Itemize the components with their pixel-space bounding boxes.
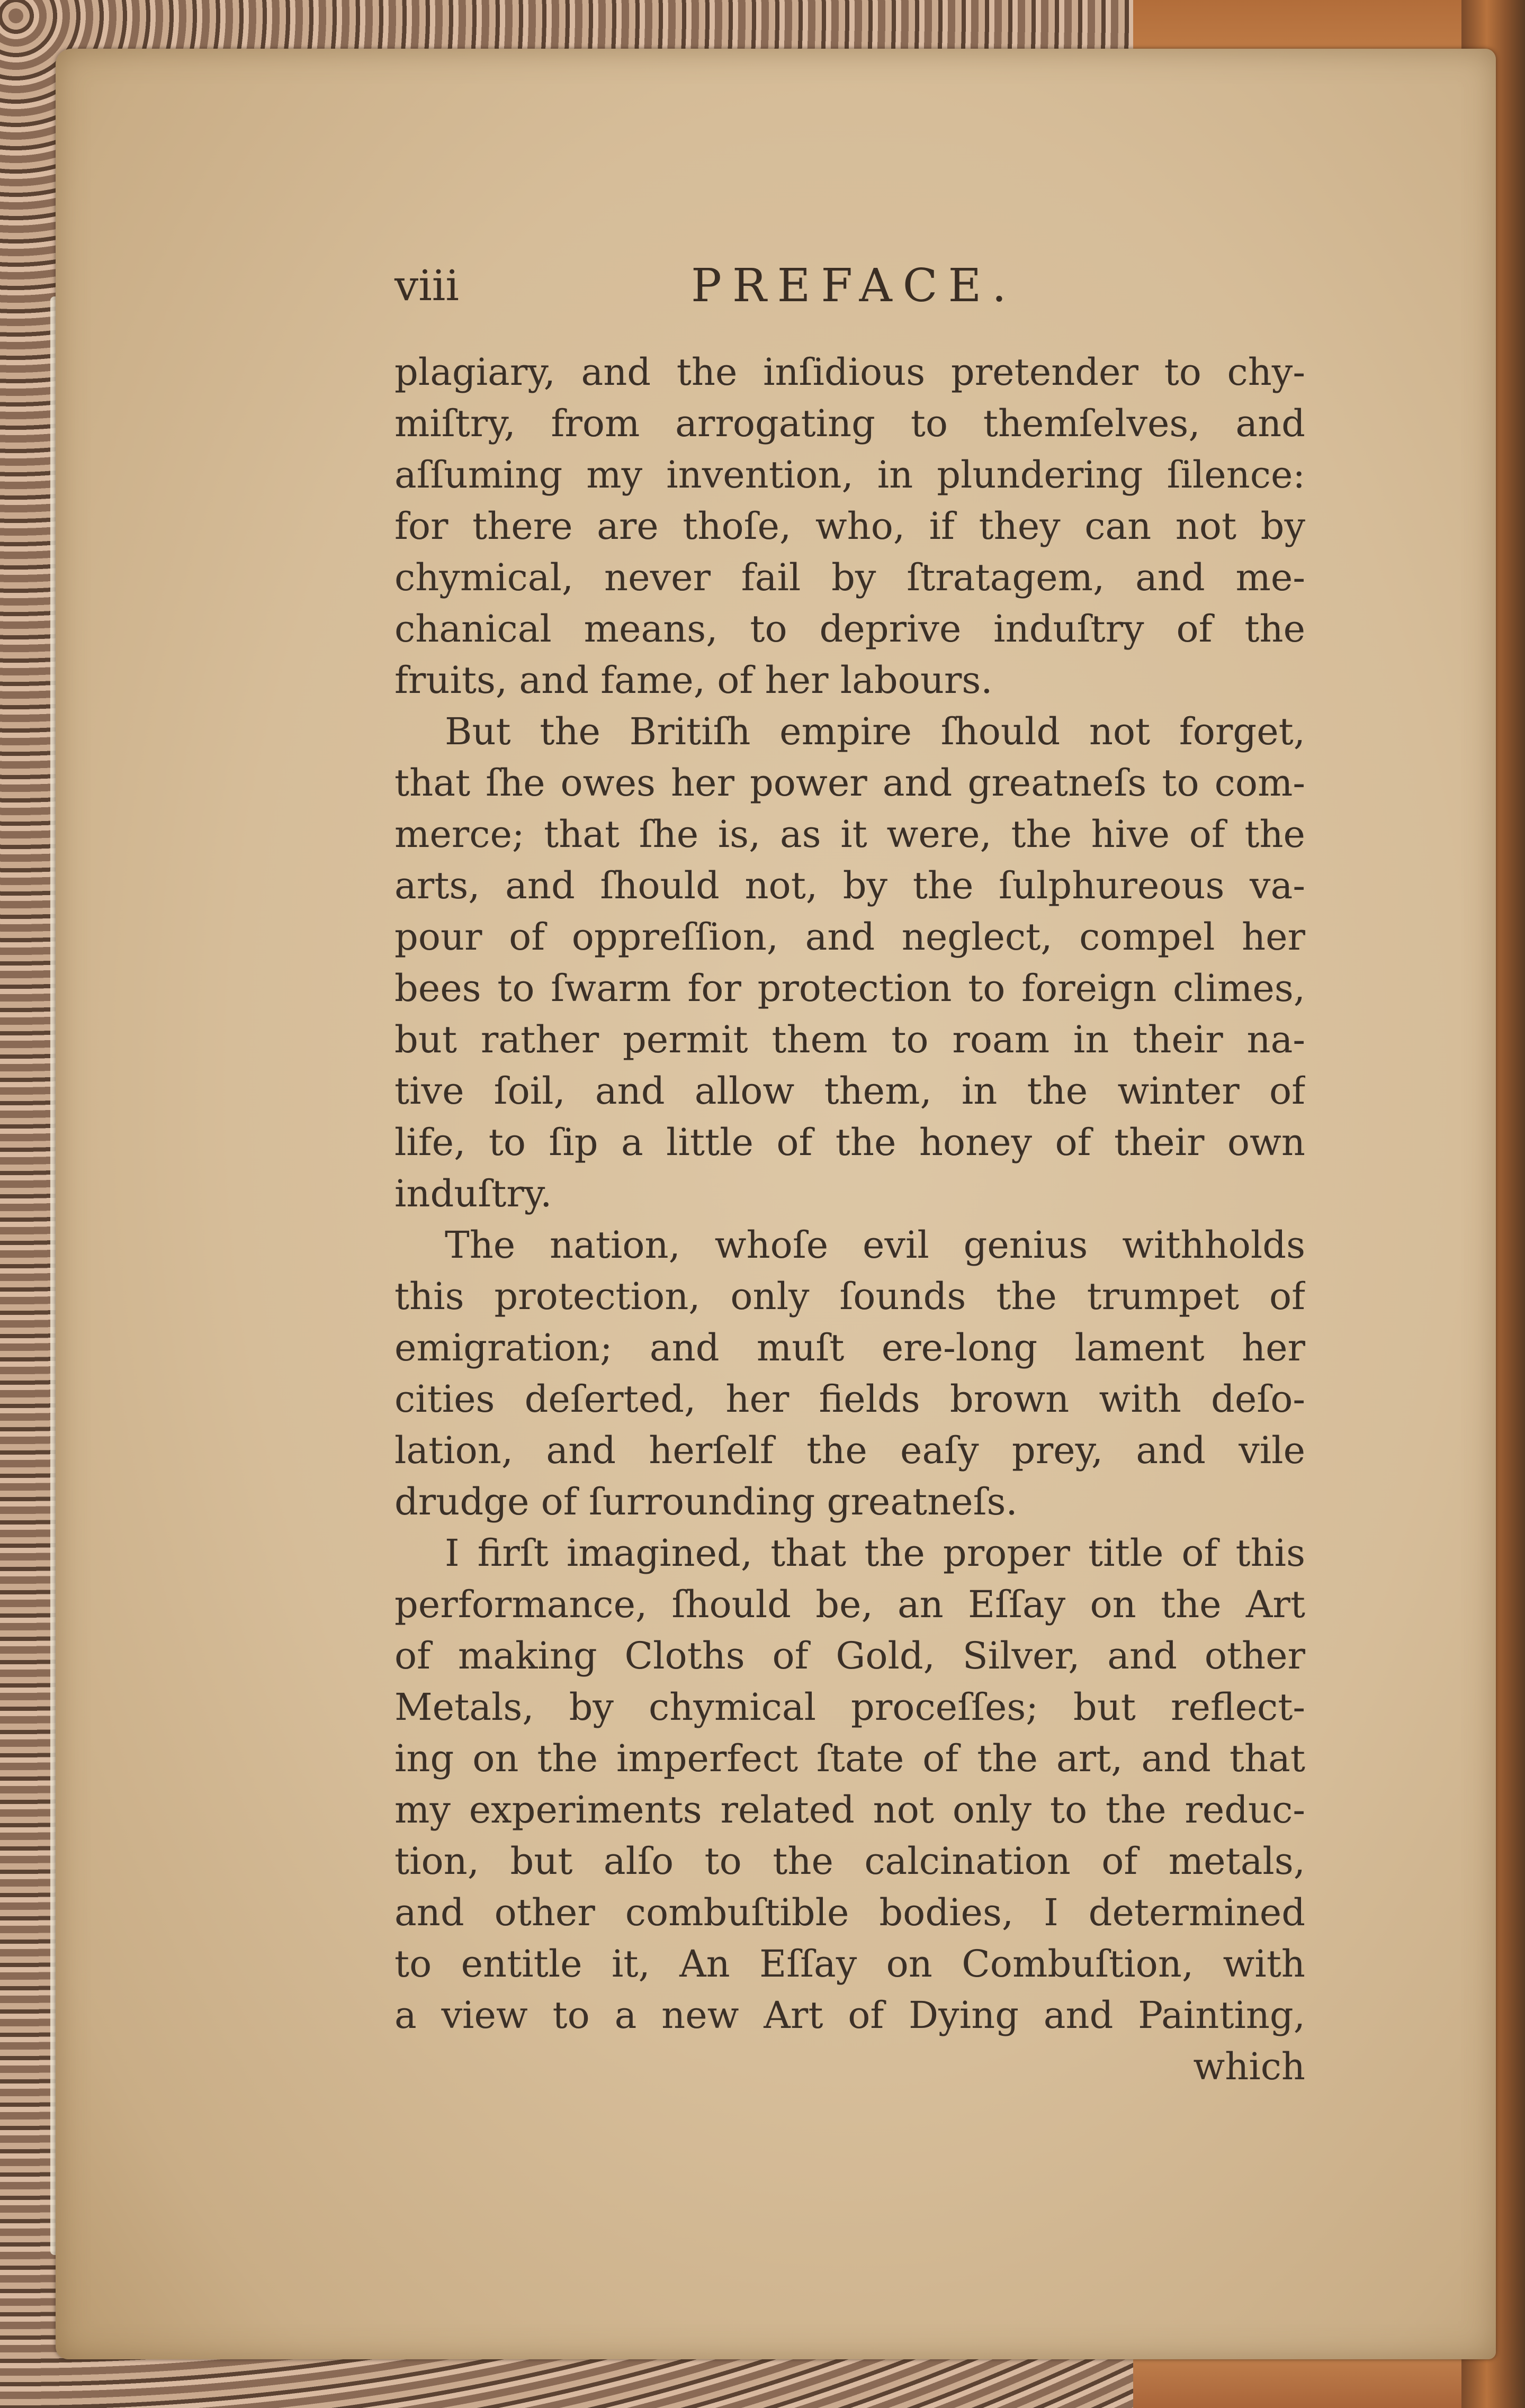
text-line: drudge of ſurrounding greatneſs. — [394, 1480, 1018, 1523]
text-line: and other combuſtible bodies, I determined — [394, 1891, 1305, 1934]
text-line: fruits, and fame, of her labours. — [394, 659, 993, 702]
text-line: bees to ſwarm for protection to foreign climes, — [394, 967, 1305, 1010]
text-line: emigration; and muſt ere-long lament her — [394, 1326, 1305, 1369]
text-line: miſtry, from arrogating to themſelves, and — [394, 402, 1305, 445]
text-line: pour of oppreſſion, and neglect, compel her — [394, 915, 1305, 959]
page-header — [394, 251, 1311, 320]
text-line: lation, and herſelf the eaſy prey, and vile — [394, 1429, 1305, 1472]
text-line: for there are thoſe, who, if they can not by — [394, 504, 1305, 548]
text-line: chymical, never fail by ſtratagem, and me- — [394, 556, 1305, 599]
text-line: but rather permit them to roam in their na- — [394, 1018, 1305, 1061]
text-line: performance, ſhould be, an Eſſay on the Art — [394, 1583, 1305, 1626]
body-text — [394, 347, 1305, 2093]
text-line: to entitle it, An Eſſay on Combuſtion, with — [394, 1942, 1305, 1986]
text-line: of making Cloths of Gold, Silver, and other — [394, 1634, 1305, 1678]
text-line: this protection, only ſounds the trumpet of — [394, 1275, 1305, 1318]
text-line: chanical means, to deprive induſtry of the — [394, 607, 1305, 651]
text-line: a view to a new Art of Dying and Painting, — [394, 1994, 1305, 2037]
text-line: Metals, by chymical proceſſes; but reflect- — [394, 1685, 1305, 1729]
text-line: tion, but alſo to the calcination of metals, — [394, 1839, 1305, 1883]
text-line: plagiary, and the inſidious pretender to chy- — [394, 350, 1305, 394]
text-line: But the Britiſh empire ſhould not forget, — [445, 710, 1305, 753]
text-line: induſtry. — [394, 1172, 552, 1215]
text-line: life, to ſip a little of the honey of their own — [394, 1121, 1305, 1164]
text-line: arts, and ſhould not, by the ſulphureous va- — [394, 864, 1305, 907]
text-line: ing on the imperfect ſtate of the art, and that — [394, 1737, 1305, 1780]
catchword: which — [1193, 2045, 1305, 2088]
text-line: The nation, whoſe evil genius withholds — [445, 1223, 1305, 1267]
text-line: merce; that ſhe is, as it were, the hive of the — [394, 813, 1305, 856]
text-line: cities deſerted, her fields brown with deſo- — [394, 1377, 1305, 1421]
running-head: PREFACE. — [691, 259, 1017, 312]
text-line: tive ſoil, and allow them, in the winter of — [394, 1069, 1305, 1113]
text-line: my experiments related not only to the reduc- — [394, 1788, 1305, 1832]
text-line: aſſuming my invention, in plundering ſilence: — [394, 453, 1305, 497]
text-line: I firſt imagined, that the proper title of this — [445, 1531, 1305, 1575]
page-number: viii — [394, 261, 459, 310]
text-line: that ſhe owes her power and greatneſs to com- — [394, 761, 1305, 805]
